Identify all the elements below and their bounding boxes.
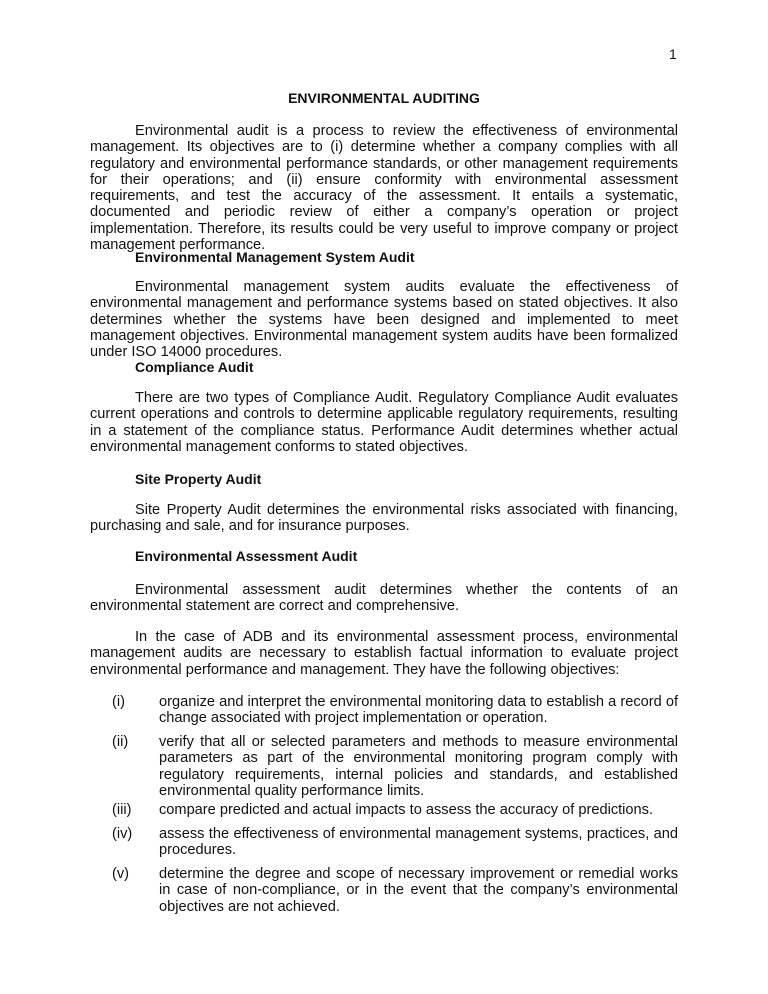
objective-marker: (v)	[112, 866, 130, 882]
section-paragraph-ea-audit: Environmental assessment audit determines whether the contents of an environmental statement are correct and comprehensive.	[90, 582, 678, 615]
objective-marker: (iv)	[112, 826, 133, 842]
ea-audit-block	[90, 582, 678, 615]
objective-item	[90, 734, 678, 799]
objective-text: determine the degree and scope of necessary improvement or remedial works in case of non-compliance, or in the event that the company’s environmental objectives are not achieved.	[159, 866, 678, 915]
section-paragraph-site-property-audit: Site Property Audit determines the environmental risks associated with financing, purchasing and sale, and for insurance purposes.	[90, 502, 678, 535]
document-title: ENVIRONMENTAL AUDITING	[288, 90, 480, 106]
section-paragraph-compliance-audit: There are two types of Compliance Audit. Regulatory Compliance Audit evaluates current operations and controls to determine applicable regulatory requirements, resulting in a statement of the compliance status. Performance Audit determines whether actual environmental management conforms to stated objectives.	[90, 390, 678, 455]
intro-paragraph: Environmental audit is a process to review the effectiveness of environmental management. Its objectives are to (i) determine whether a company complies with all regulatory and environmental performance standards, or other management requirements for their operations; and (ii) ensure conformity with environmental assessment requirements, and test the accuracy of the assessment. It entails a systematic, documented and periodic review of either a company’s operation or project implementation. Therefore, its results could be very useful to improve company or project management performance.	[90, 123, 678, 254]
objective-text: assess the effectiveness of environmental management systems, practices, and procedures.	[159, 826, 678, 859]
page-number: 1	[669, 46, 677, 62]
section-paragraph-ems-audit: Environmental management system audits evaluate the effectiveness of environmental management and performance systems based on stated objectives. It also determines whether the systems have been designed and implemented to meet management objectives. Environmental management system audits have been formalized under ISO 14000 procedures.	[90, 279, 678, 361]
objective-marker: (iii)	[112, 802, 132, 818]
objective-marker: (i)	[112, 694, 125, 710]
section-heading-ems-audit: Environmental Management System Audit	[135, 249, 415, 265]
objective-text: organize and interpret the environmental monitoring data to establish a record of change associated with project implementation or operation.	[159, 694, 678, 727]
objective-item	[90, 866, 678, 915]
objective-item	[90, 826, 678, 859]
objective-item	[90, 802, 678, 818]
section-heading-ea-audit: Environmental Assessment Audit	[135, 548, 358, 564]
site-property-audit-block	[90, 502, 678, 535]
objective-text: compare predicted and actual impacts to assess the accuracy of predictions.	[159, 802, 654, 818]
section-heading-compliance-audit: Compliance Audit	[135, 359, 254, 375]
ems-audit-block	[90, 279, 678, 360]
compliance-audit-block	[90, 390, 678, 455]
intro-block	[90, 123, 678, 253]
adb-block	[90, 629, 678, 678]
section-heading-site-property-audit: Site Property Audit	[135, 471, 262, 487]
objective-item	[90, 694, 678, 727]
adb-paragraph: In the case of ADB and its environmental assessment process, environmental management audits are necessary to establish factual information to evaluate project environmental performance and management. They have the following objectives:	[90, 629, 678, 678]
objective-marker: (ii)	[112, 734, 129, 750]
objective-text: verify that all or selected parameters and methods to measure environmental parameters as part of the environmental monitoring program comply with regulatory requirements, internal policies and standards, and established environmental quality performance limits.	[159, 734, 678, 799]
